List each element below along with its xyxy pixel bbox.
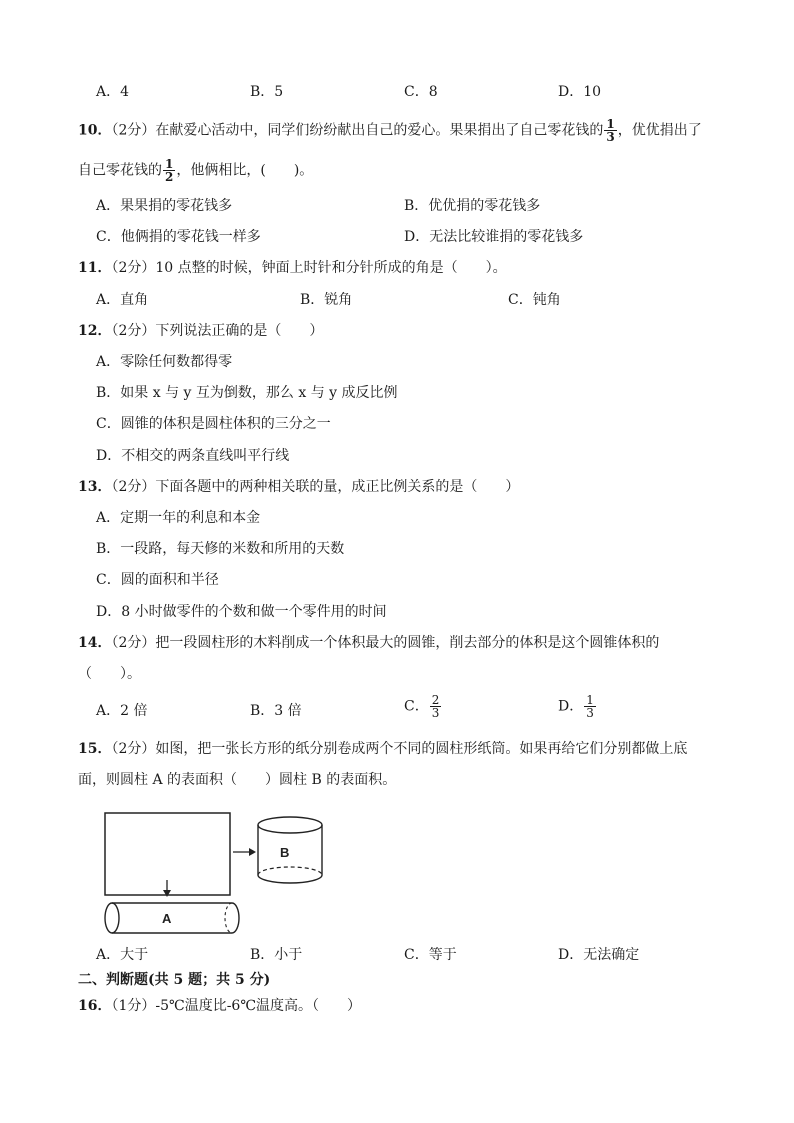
- q12-option-a[interactable]: A．零除任何数都得零: [96, 354, 233, 370]
- q11-stem: [78, 258, 507, 278]
- cylinder-a-right-end-back: [225, 903, 232, 933]
- q12-option-b[interactable]: B．如果 x 与 y 互为倒数，那么 x 与 y 成反比例: [96, 385, 398, 401]
- q13-number: 13．: [78, 479, 112, 495]
- q10-text-b: ，优优捐出了: [617, 122, 702, 139]
- q14-option-d-label: D．: [558, 698, 584, 715]
- cylinder-a-right-end: [232, 903, 239, 933]
- cylinder-b-label: B: [280, 845, 290, 860]
- cylinder-a-label: A: [162, 911, 172, 926]
- cylinder-b-bottom-front: [258, 875, 322, 883]
- q10-fraction-1: [604, 118, 616, 143]
- q15-option-a[interactable]: A．大于: [96, 947, 149, 963]
- q10-stem-line1: [78, 118, 702, 143]
- q9-option-b[interactable]: B．5: [250, 84, 284, 100]
- arrow-down-head: [163, 890, 171, 897]
- q13-option-c[interactable]: C．圆的面积和半径: [96, 572, 219, 588]
- q10-option-c[interactable]: C．他俩捐的零花钱一样多: [96, 229, 261, 245]
- q9-option-a[interactable]: A．4: [96, 84, 130, 100]
- q10-fraction-2: [163, 158, 175, 183]
- q10-text-a: （2分）在献爱心活动中，同学们纷纷献出自己的爱心。果果捐出了自己零花钱的: [111, 122, 604, 139]
- q14-c-frac-num: 2: [431, 693, 440, 707]
- q14-option-a[interactable]: A．2 倍: [96, 703, 148, 719]
- q10-number: 10．: [78, 122, 112, 139]
- cylinder-b-top: [258, 817, 322, 833]
- q13-text: （2分）下面各题中的两种相关联的量，成正比例关系的是（ ）: [111, 479, 520, 495]
- q14-option-c-label: C．: [404, 698, 429, 715]
- q14-option-c[interactable]: [404, 694, 442, 719]
- q11-option-b[interactable]: B．锐角: [300, 292, 353, 308]
- q10-frac2-den: 2: [165, 170, 174, 184]
- q15-option-b[interactable]: B．小于: [250, 947, 303, 963]
- q10-frac1-num: 1: [606, 117, 615, 131]
- q14-number: 14．: [78, 635, 112, 651]
- q15-option-c[interactable]: C．等于: [404, 947, 457, 963]
- q15-stem-line2: 面，则圆柱 A 的表面积（ ）圆柱 B 的表面积。: [78, 772, 397, 788]
- q16-number: 16．: [78, 998, 112, 1014]
- q13-option-d[interactable]: D．8 小时做零件的个数和做一个零件用的时间: [96, 604, 387, 620]
- q14-stem-line2: （ ）。: [78, 666, 141, 682]
- q10-option-a[interactable]: A．果果捐的零花钱多: [96, 198, 233, 214]
- arrow-right-head: [249, 848, 256, 856]
- cylinder-a-left-end: [105, 903, 119, 933]
- q11-number: 11．: [78, 260, 112, 276]
- q13-option-a[interactable]: A．定期一年的利息和本金: [96, 510, 261, 526]
- q10-stem-line2: [78, 158, 313, 183]
- section-2-title: 二、判断题(共 5 题；共 5 分): [78, 972, 271, 988]
- q12-stem: [78, 321, 323, 341]
- q14-c-frac-den: 3: [431, 706, 440, 720]
- q13-option-b[interactable]: B．一段路，每天修的米数和所用的天数: [96, 541, 345, 557]
- q10-text-c: 自己零花钱的: [78, 162, 162, 179]
- q11-text: （2分）10 点整的时候，钟面上时针和分针所成的角是（ ）。: [111, 260, 507, 276]
- q10-option-d[interactable]: D．无法比较谁捐的零花钱多: [404, 229, 584, 245]
- q10-frac1-den: 3: [606, 130, 615, 144]
- q9-option-d[interactable]: D．10: [558, 84, 602, 100]
- q11-option-a[interactable]: A．直角: [96, 292, 149, 308]
- cylinder-b-bottom-back: [258, 867, 322, 875]
- q14-option-c-fraction: [430, 694, 442, 719]
- q14-text-a: （2分）把一段圆柱形的木料削成一个体积最大的圆锥，削去部分的体积是这个圆锥体积的: [111, 635, 660, 651]
- q14-d-frac-num: 1: [586, 693, 594, 707]
- q16-stem: [78, 996, 361, 1016]
- q15-option-d[interactable]: D．无法确定: [558, 947, 640, 963]
- q10-frac2-num: 1: [165, 157, 174, 171]
- q12-option-c[interactable]: C．圆锥的体积是圆柱体积的三分之一: [96, 416, 331, 432]
- q12-text: （2分）下列说法正确的是（ ）: [111, 323, 324, 339]
- q14-stem-line1: [78, 633, 659, 653]
- q15-figure: [100, 808, 340, 938]
- q14-option-d-fraction: [584, 694, 596, 719]
- q14-option-d[interactable]: [558, 694, 597, 719]
- q10-text-d: ，他俩相比，( )。: [176, 162, 314, 179]
- q12-number: 12．: [78, 323, 112, 339]
- q12-option-d[interactable]: D．不相交的两条直线叫平行线: [96, 448, 290, 464]
- q9-option-c[interactable]: C．8: [404, 84, 438, 100]
- q10-option-b[interactable]: B．优优捐的零花钱多: [404, 198, 541, 214]
- q15-stem-line1: [78, 739, 687, 759]
- q14-option-b[interactable]: B．3 倍: [250, 703, 302, 719]
- q11-option-c[interactable]: C．钝角: [508, 292, 561, 308]
- q15-text-a: （2分）如图，把一张长方形的纸分别卷成两个不同的圆柱形纸筒。如果再给它们分别都做上底: [111, 741, 688, 757]
- q13-stem: [78, 477, 519, 497]
- q14-d-frac-den: 3: [586, 706, 594, 720]
- q16-text: （1分）-5℃温度比-6℃温度高。（ ）: [111, 998, 361, 1014]
- q15-number: 15．: [78, 741, 112, 757]
